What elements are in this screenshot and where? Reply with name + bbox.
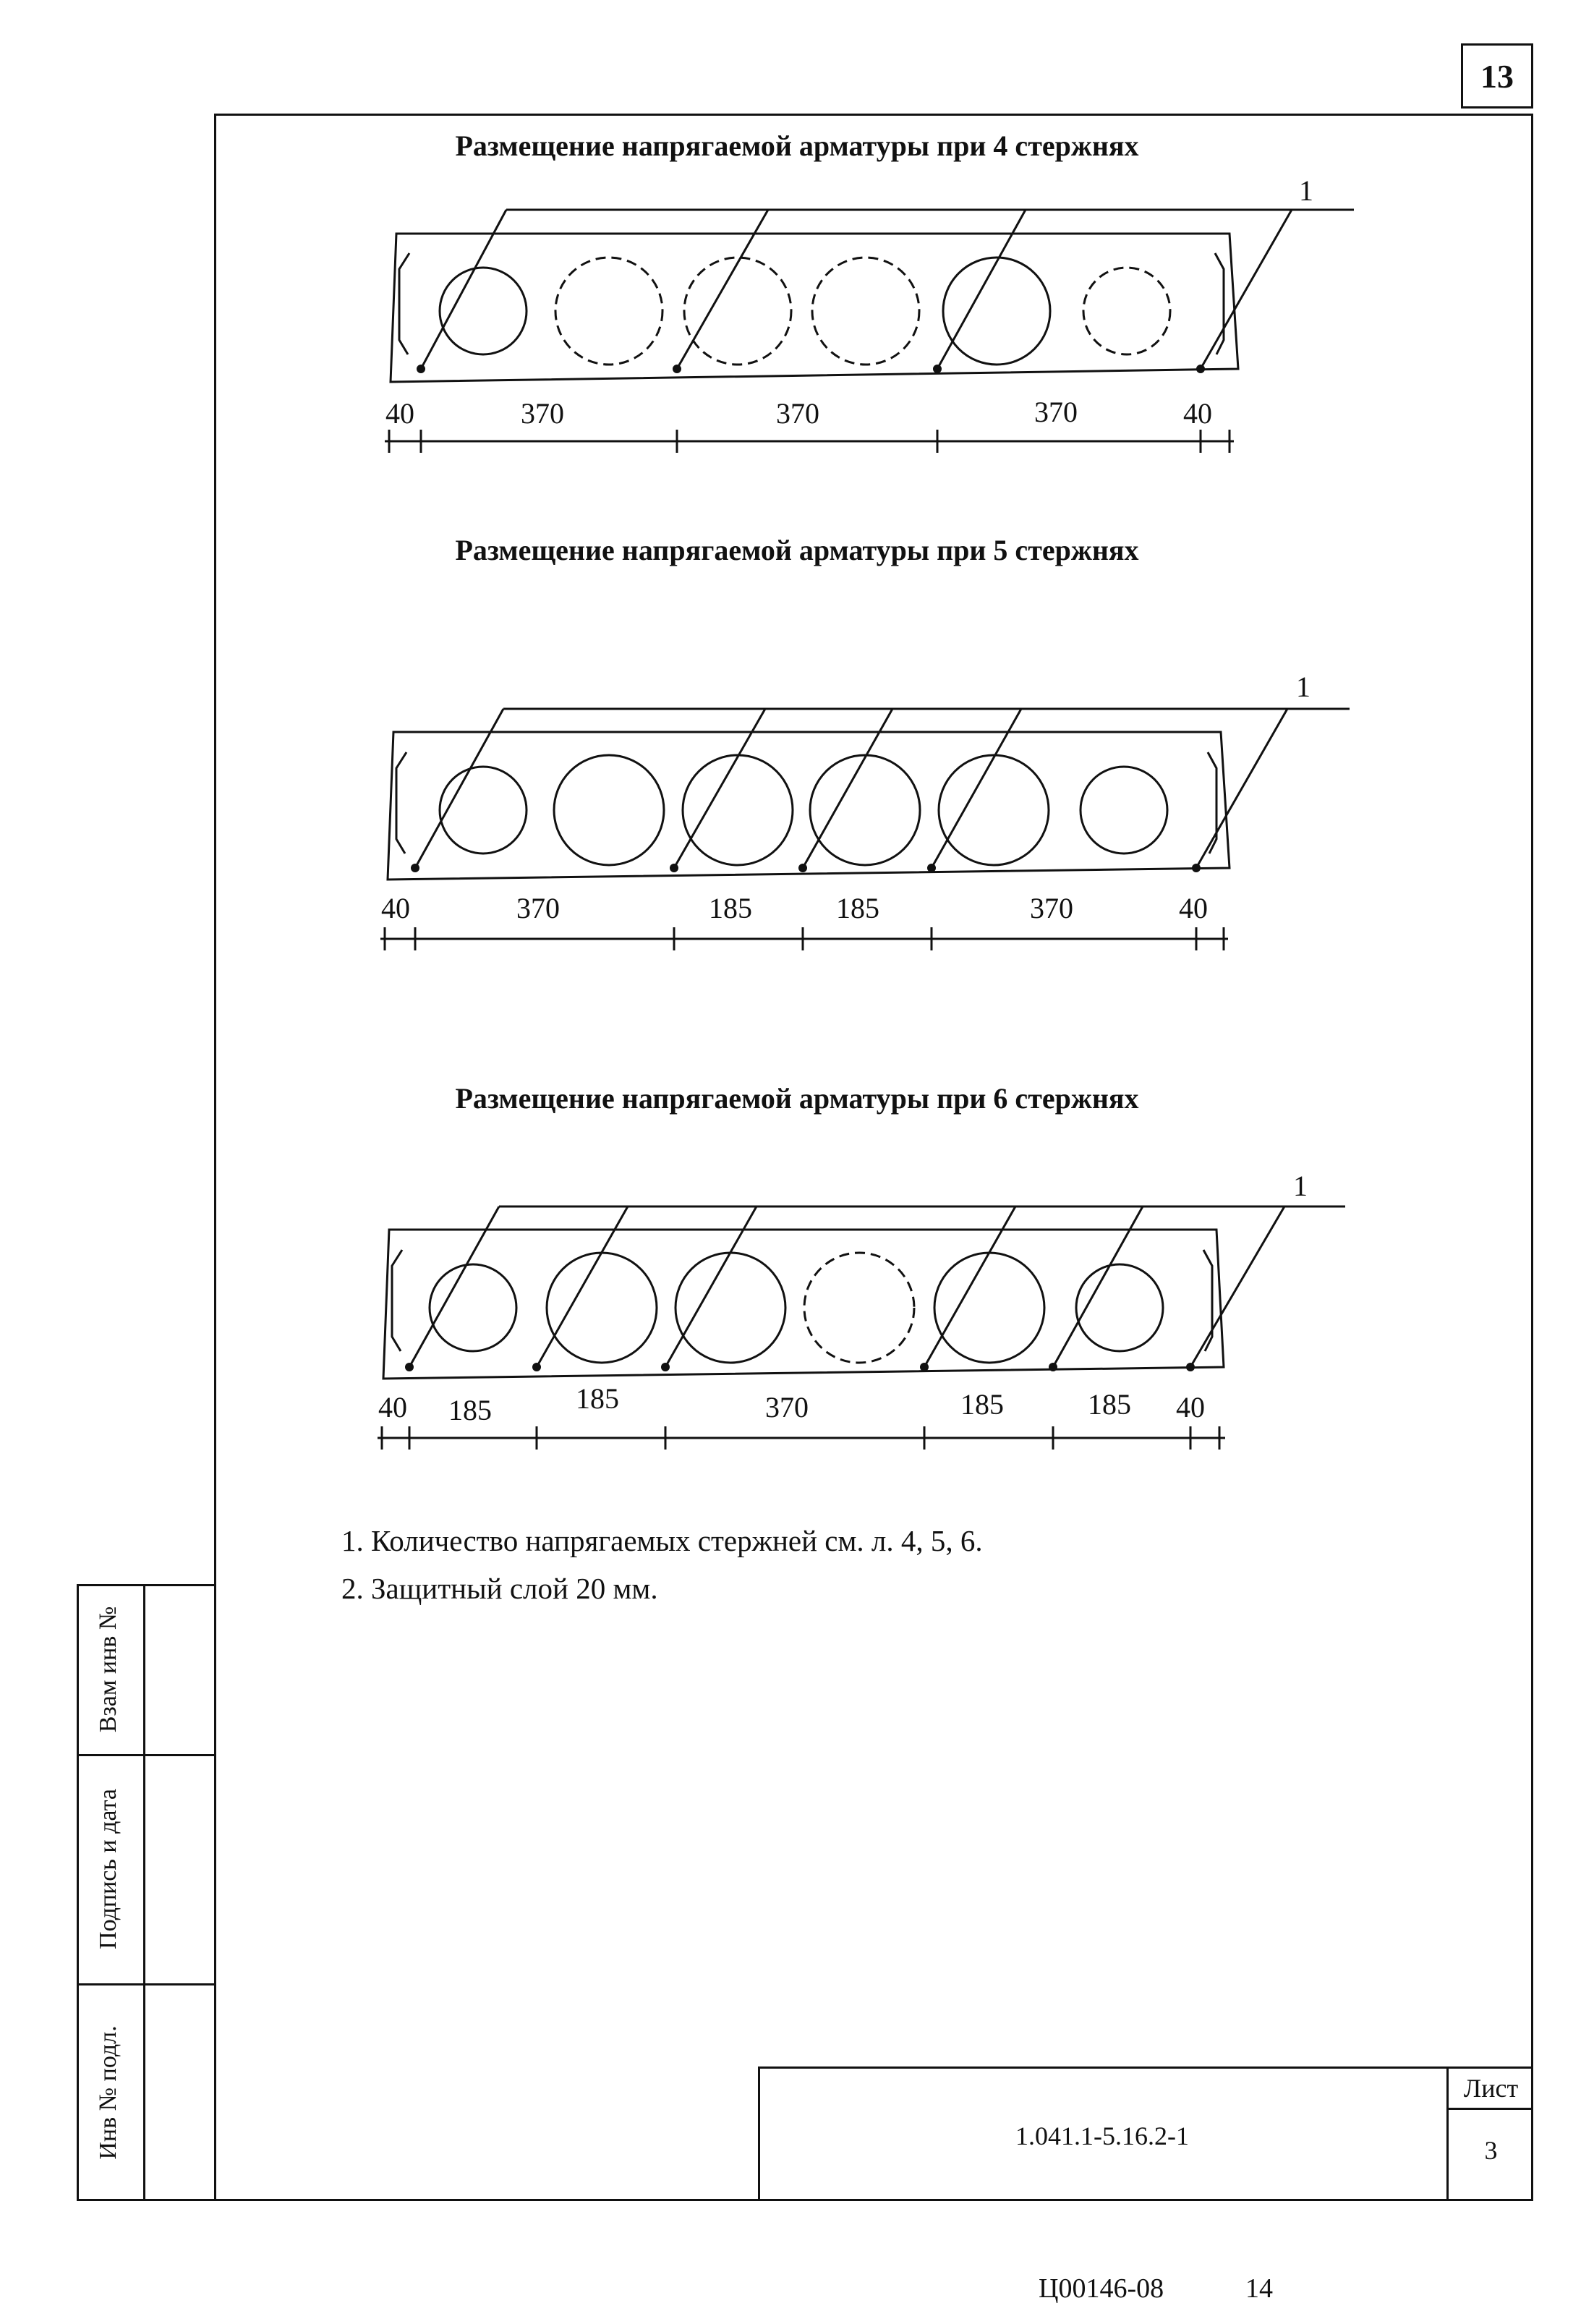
- vzam-inv-label: Взам инв №: [95, 1606, 122, 1733]
- slab-section-6-bars: [378, 1206, 1345, 1450]
- dimension-value: 40: [1183, 397, 1212, 430]
- void-circle: [810, 755, 920, 865]
- rebar-dot: [798, 864, 807, 872]
- rebar-dot: [920, 1363, 929, 1371]
- rebar-dot: [405, 1363, 414, 1371]
- slab-section-4-bars: [385, 210, 1354, 453]
- podpis-data-label: Подпись и дата: [95, 1789, 122, 1949]
- dimension-value: 185: [709, 892, 752, 924]
- dimension-value: 370: [1034, 396, 1078, 428]
- dimension-value: 370: [521, 397, 564, 430]
- dimension-value: 370: [776, 397, 819, 430]
- leader-label: 1: [1296, 671, 1310, 703]
- leader-label: 1: [1293, 1170, 1308, 1202]
- void-circle: [943, 257, 1050, 365]
- rebar-dot: [927, 864, 936, 872]
- dimension-value: 40: [381, 892, 410, 924]
- sheet-label: Лист: [1463, 2074, 1519, 2103]
- slab-edge-groove: [396, 752, 406, 854]
- rebar-dot: [933, 365, 942, 373]
- dimension-value: 40: [1179, 892, 1208, 924]
- dimension-value: 185: [448, 1394, 492, 1426]
- void-circle: [939, 755, 1049, 865]
- slab-edge-groove: [392, 1250, 402, 1351]
- void-circle: [555, 257, 662, 365]
- page-number: 13: [1461, 43, 1533, 108]
- void-circle: [547, 1253, 657, 1363]
- rebar-dot: [670, 864, 678, 872]
- footer-number: 14: [1245, 2273, 1273, 2304]
- void-circle: [683, 755, 793, 865]
- void-circle: [684, 257, 791, 365]
- rebar-dot: [417, 365, 425, 373]
- rebar-dot: [532, 1363, 541, 1371]
- slab-section-5-bars: [380, 709, 1350, 950]
- footer-code: Ц00146-08: [1039, 2273, 1164, 2304]
- dimension-value: 185: [1088, 1388, 1131, 1421]
- void-circle: [934, 1253, 1044, 1363]
- rebar-dot: [661, 1363, 670, 1371]
- document-designation: 1.041.1-5.16.2-1: [1015, 2121, 1189, 2150]
- rebar-dot: [1196, 365, 1205, 373]
- void-circle: [1076, 1264, 1163, 1351]
- note-2: 2. Защитный слой 20 мм.: [341, 1572, 658, 1605]
- dimension-value: 40: [385, 397, 414, 430]
- section-title-4-bars: Размещение напрягаемой арматуры при 4 стержнях: [455, 129, 1139, 162]
- rebar-dot: [673, 365, 681, 373]
- dimension-value: 370: [516, 892, 560, 924]
- dimension-value: 185: [960, 1388, 1004, 1421]
- void-circle: [804, 1253, 914, 1363]
- rebar-dot: [1192, 864, 1201, 872]
- dimension-value: 40: [1176, 1391, 1205, 1423]
- section-title-5-bars: Размещение напрягаемой арматуры при 5 стержнях: [455, 534, 1139, 566]
- dimension-value: 370: [1030, 892, 1073, 924]
- dimension-value: 370: [765, 1391, 809, 1423]
- void-circle: [1081, 767, 1167, 854]
- rebar-dot: [411, 864, 419, 872]
- dimension-value: 185: [576, 1382, 619, 1415]
- void-circle: [554, 755, 664, 865]
- sheet-number: 3: [1484, 2136, 1498, 2165]
- slab-outline: [391, 234, 1238, 382]
- void-circle: [675, 1253, 785, 1363]
- void-circle: [812, 257, 919, 365]
- inv-podl-label: Инв № подл.: [95, 2025, 122, 2160]
- slab-edge-groove: [399, 253, 409, 354]
- dimension-value: 185: [836, 892, 879, 924]
- rebar-dot: [1049, 1363, 1057, 1371]
- rebar-dot: [1186, 1363, 1195, 1371]
- dimension-value: 40: [378, 1391, 407, 1423]
- void-circle: [1083, 268, 1170, 354]
- leader-label: 1: [1299, 174, 1313, 207]
- void-circle: [440, 767, 527, 854]
- section-title-6-bars: Размещение напрягаемой арматуры при 6 стержнях: [455, 1082, 1139, 1115]
- note-1: 1. Количество напрягаемых стержней см. л. 4, 5, 6.: [341, 1524, 983, 1557]
